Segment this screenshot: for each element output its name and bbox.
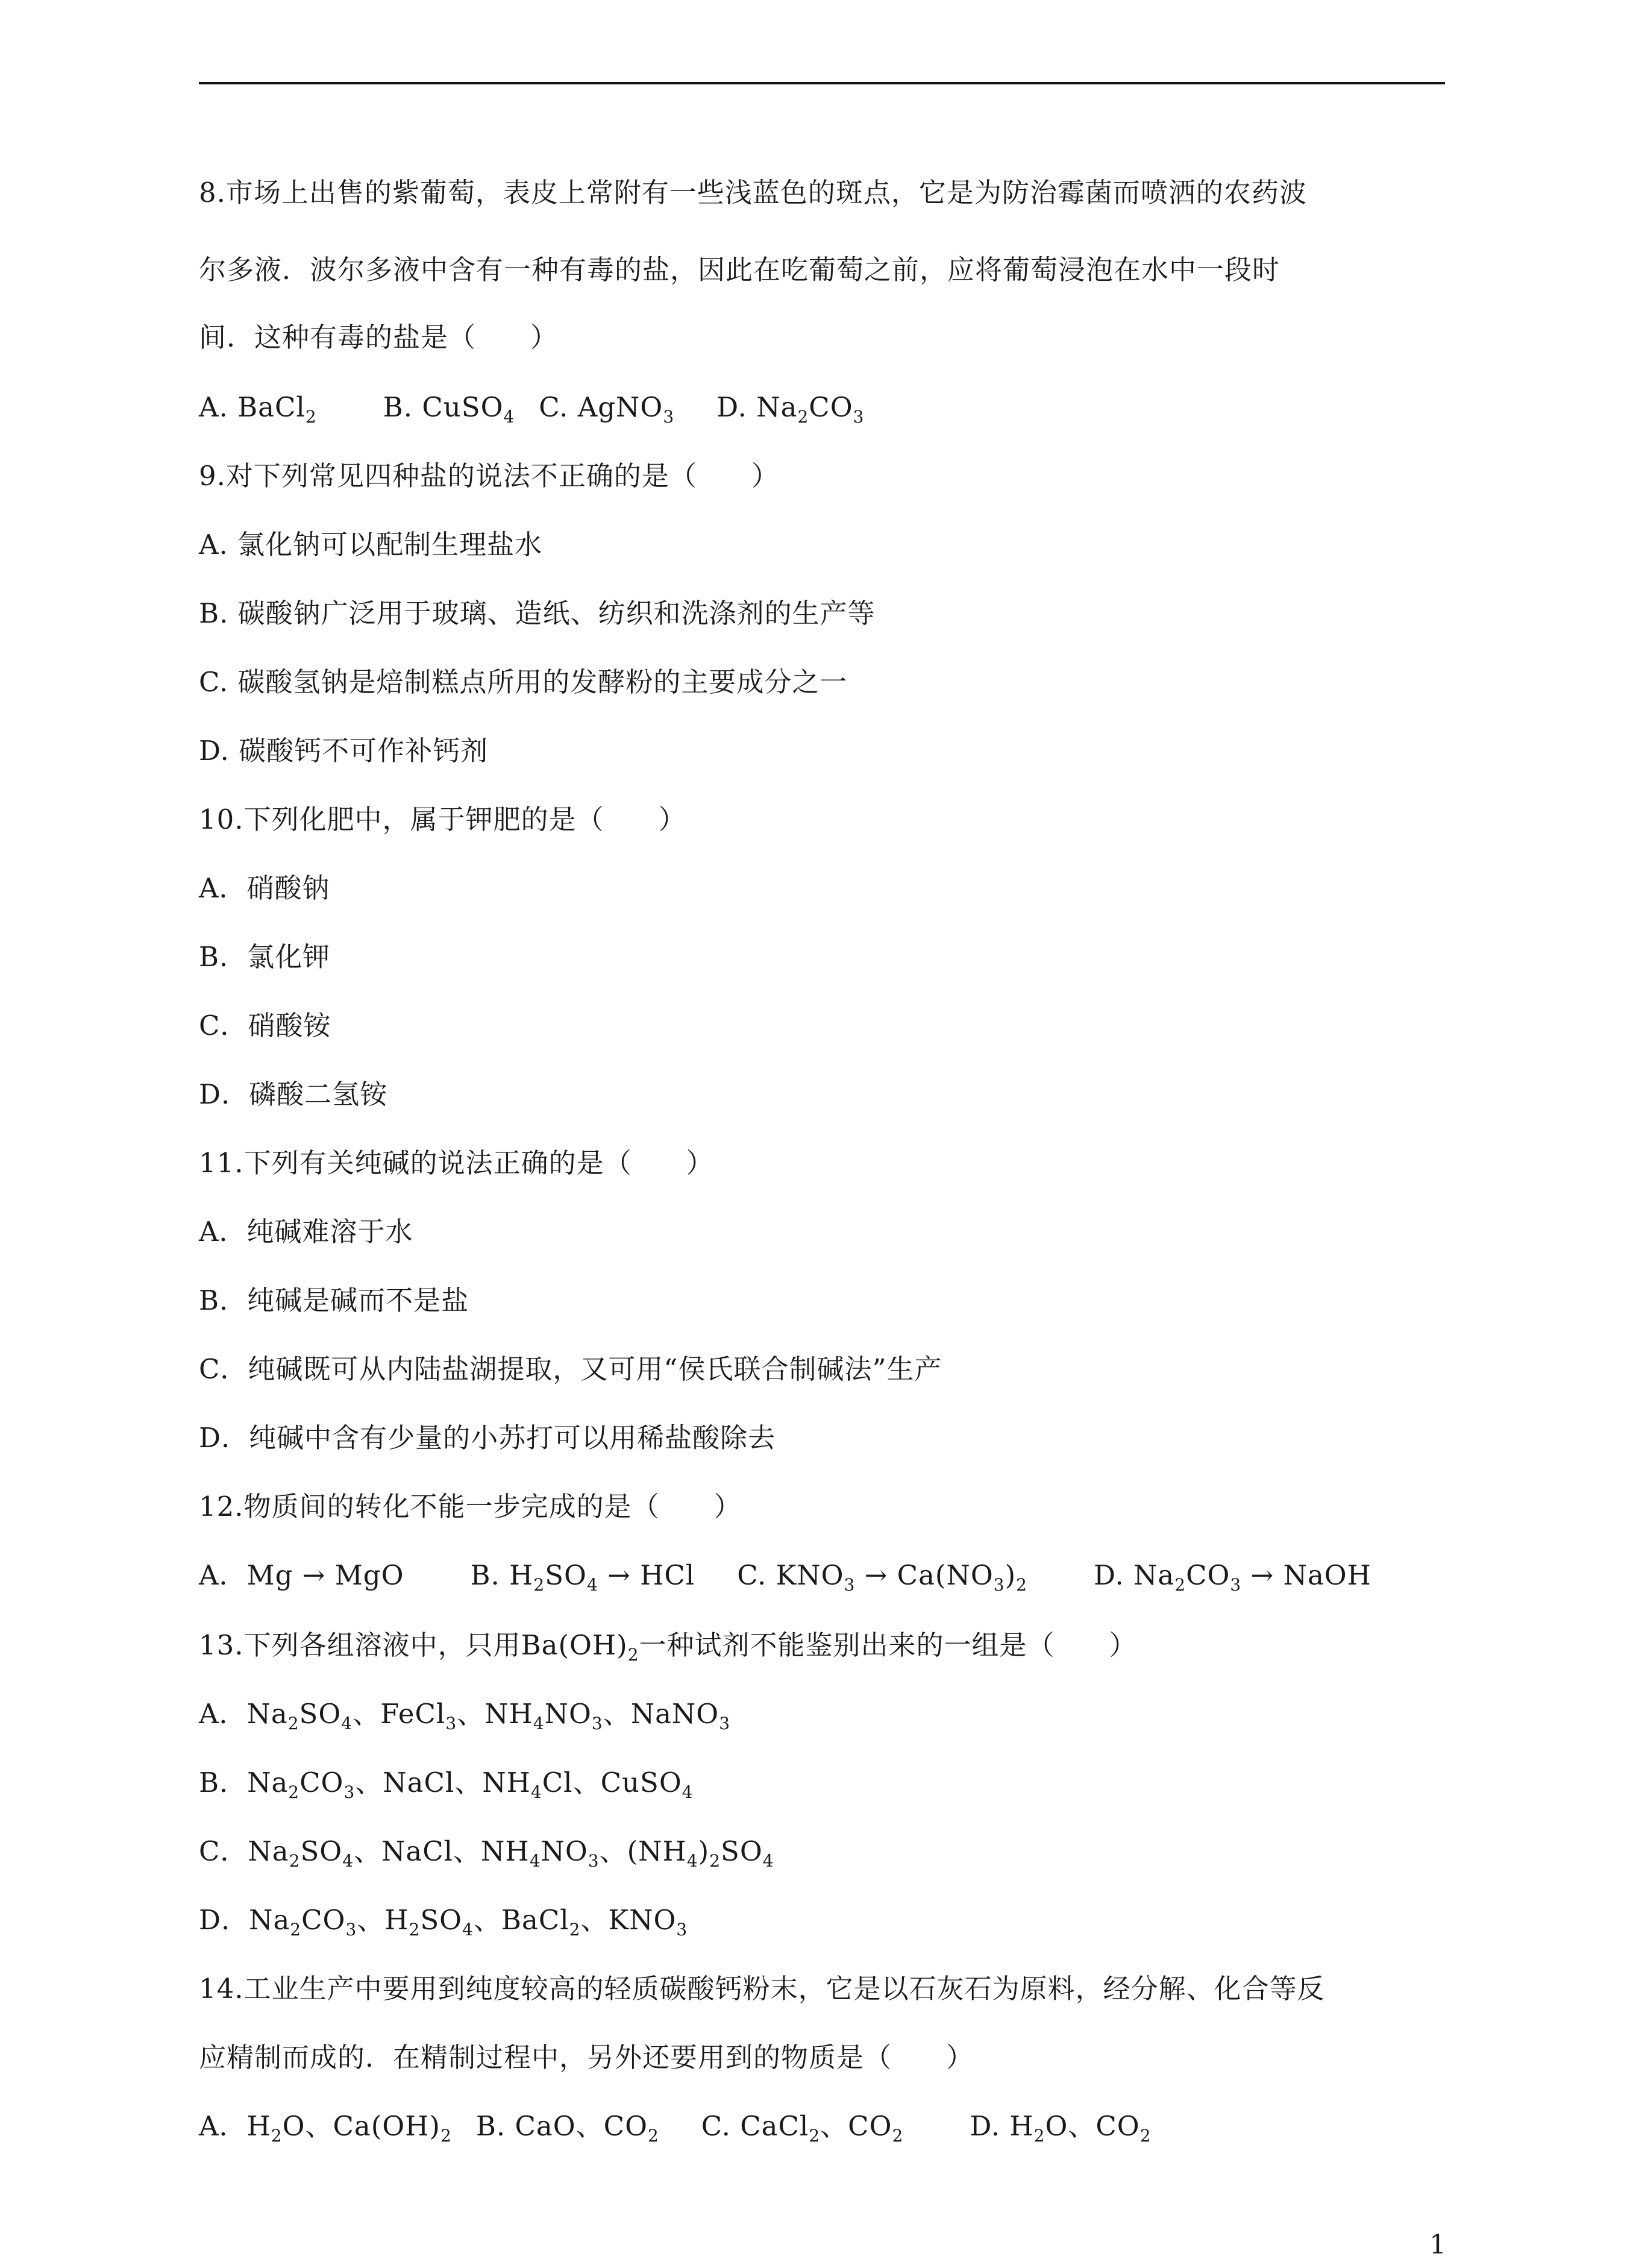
q13-option-c: C．$Na_2SO_4$、NaCl、$NH_4NO_3$、$(NH_4)_2SO_4$ — [199, 1835, 774, 1871]
q14-options — [199, 2108, 1152, 2144]
q14-stem-line2: 应精制而成的．在精制过程中，另外还要用到的物质是（ ） — [199, 2041, 974, 2073]
q10-option-b: B．氯化钾 — [199, 941, 331, 973]
q14-option-b: B. CaO、$CO_2$ — [475, 2110, 659, 2146]
q10-option-d: D．磷酸二氢铵 — [199, 1078, 388, 1110]
q9-stem: 9.对下列常见四种盐的说法不正确的是（ ） — [199, 460, 779, 492]
q10-option-c: C．硝酸铵 — [199, 1010, 331, 1041]
q8-option-b: B. CuSO$_4$ — [383, 391, 515, 427]
q10-option-a: A．硝酸钠 — [199, 872, 330, 904]
q10-stem: 10.下列化肥中，属于钾肥的是（ ） — [199, 803, 686, 835]
q8-options — [199, 389, 864, 426]
q14-option-d: D. $H_2O$、$CO_2$ — [970, 2110, 1152, 2146]
q11-option-d: D．纯碱中含有少量的小苏打可以用稀盐酸除去 — [199, 1422, 776, 1454]
q13-stem: 13.下列各组溶液中，只用$Ba(OH)_2$一种试剂不能鉴别出来的一组是（ ） — [199, 1629, 1137, 1665]
q12-option-c: C. $KNO_3 \to Ca(NO_3)_2$ — [737, 1559, 1027, 1595]
q9-option-d: D. 碳酸钙不可作补钙剂 — [199, 735, 489, 767]
q12-option-a: A．Mg → MgO — [199, 1559, 404, 1591]
header-rule — [199, 82, 1445, 84]
q11-stem: 11.下列有关纯碱的说法正确的是（ ） — [199, 1147, 714, 1179]
q14-option-c: C. CaCl$_2$、$CO_2$ — [701, 2110, 904, 2146]
q11-option-b: B．纯碱是碱而不是盐 — [199, 1284, 469, 1316]
q8-stem-line3: 间．这种有毒的盐是（ ） — [199, 321, 559, 353]
q9-option-a: A. 氯化钠可以配制生理盐水 — [199, 529, 543, 561]
q8-option-a: A. BaCl$_2$ — [199, 391, 317, 427]
q8-option-c: C. AgNO$_3$ — [539, 391, 675, 427]
q8-stem-line1: 8.市场上出售的紫葡萄，表皮上常附有一些浅蓝色的斑点，它是为防治霉菌而喷洒的农药波 — [199, 177, 1307, 209]
page-number: 1 — [1429, 2229, 1446, 2260]
q12-stem: 12.物质间的转化不能一步完成的是（ ） — [199, 1491, 742, 1522]
q13-option-d: D．$Na_2CO_3$、$H_2SO_4$、BaCl$_2$、$KNO_3$ — [199, 1904, 688, 1940]
q9-option-c: C. 碳酸氢钠是焙制糕点所用的发酵粉的主要成分之一 — [199, 666, 848, 698]
q13-option-b: B．$Na_2CO_3$、NaCl、$NH_4Cl$、CuSO$_4$ — [199, 1767, 694, 1802]
q8-option-d: D. $Na_2CO_3$ — [716, 391, 865, 427]
q12-options — [199, 1557, 1371, 1594]
q11-option-a: A．纯碱难溶于水 — [199, 1216, 413, 1248]
q13-option-a: A．$Na_2SO_4$、FeCl$_3$、$NH_4NO_3$、NaNO$_3$ — [199, 1698, 731, 1733]
q12-option-d: D. $Na_2CO_3$ → NaOH — [1093, 1559, 1371, 1595]
q14-option-a: A．$H_2O$、$Ca(OH)_2$ — [199, 2110, 452, 2146]
q14-stem-line1: 14.工业生产中要用到纯度较高的轻质碳酸钙粉末，它是以石灰石为原料，经分解、化合等反 — [199, 1973, 1325, 2005]
q12-option-b: B. $H_2SO_4$ → HCl — [470, 1559, 695, 1595]
q9-option-b: B. 碳酸钠广泛用于玻璃、造纸、纺织和洗涤剂的生产等 — [199, 597, 876, 629]
q8-stem-line2: 尔多液．波尔多液中含有一种有毒的盐，因此在吃葡萄之前，应将葡萄浸泡在水中一段时 — [199, 254, 1280, 286]
q11-option-c: C．纯碱既可从内陆盐湖提取，又可用“侯氏联合制碱法”生产 — [199, 1353, 942, 1385]
